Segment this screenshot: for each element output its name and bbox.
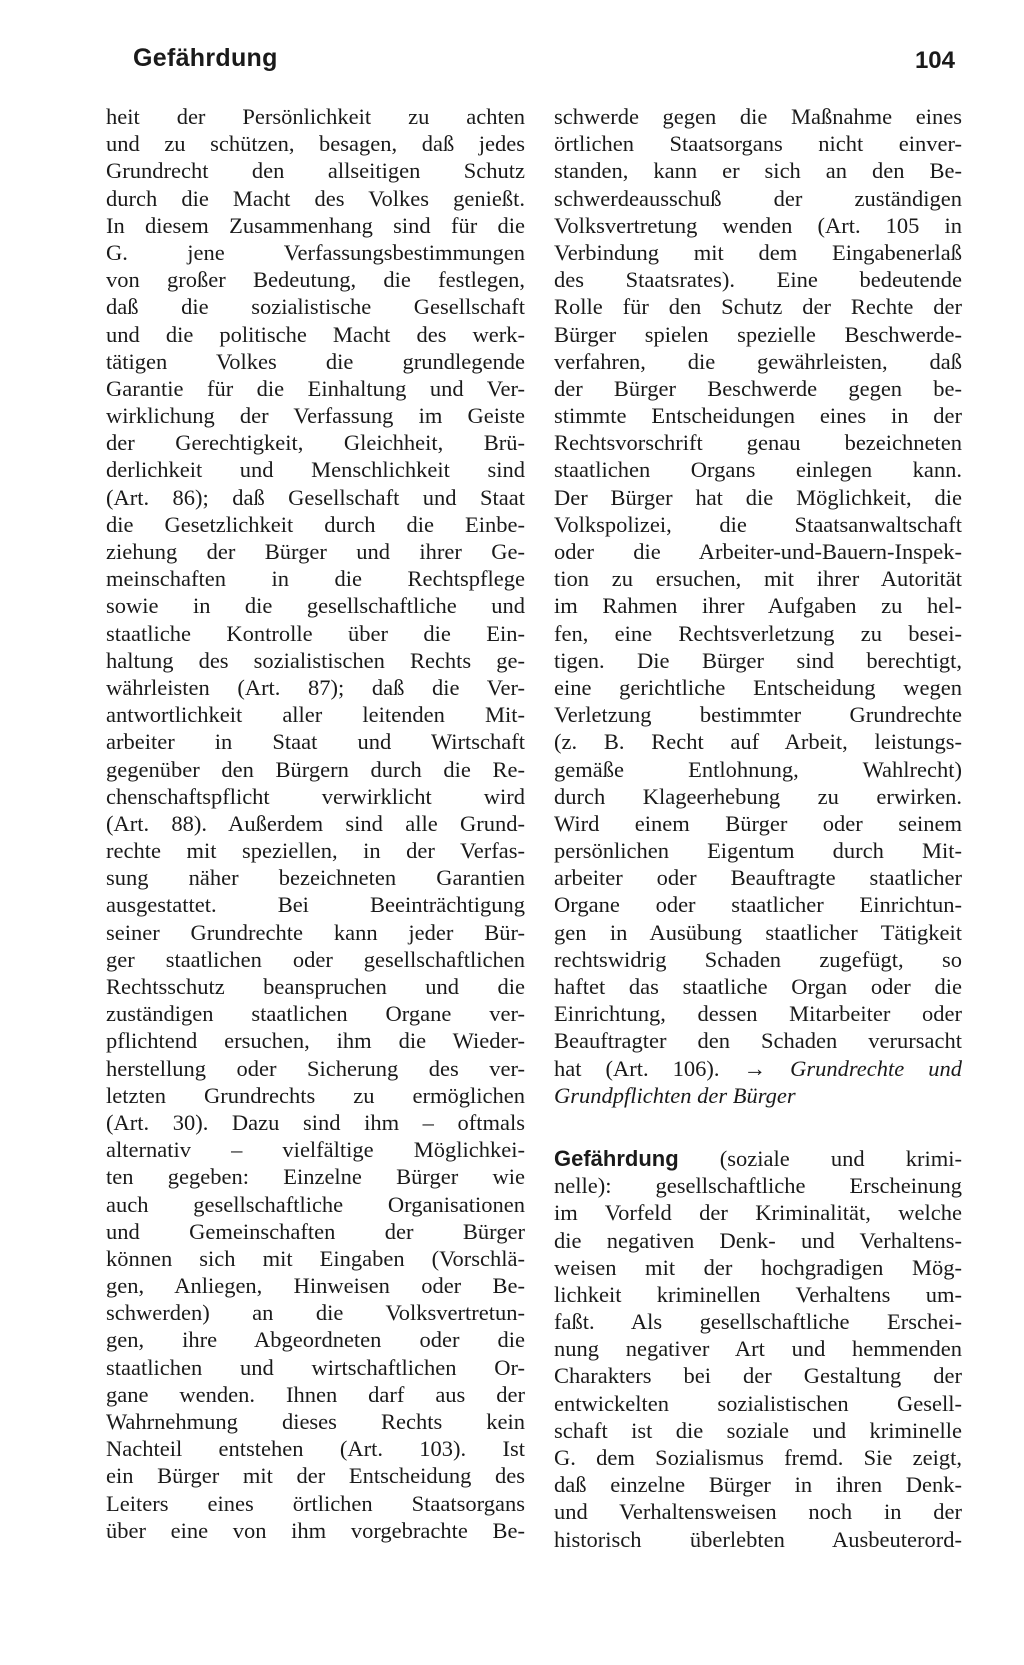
text-line: antwortlichkeit aller leitenden Mit- [106, 702, 525, 728]
text-line: der Gerechtigkeit, Gleichheit, Brü- [106, 430, 525, 456]
page-number: 104 [914, 47, 955, 74]
text-line: Verletzung bestimmter Grundrechte [554, 702, 962, 728]
text-line: Einrichtung, dessen Mitarbeiter oder [554, 1001, 962, 1027]
text-line: ziehung der Bürger und ihrer Ge- [106, 539, 525, 564]
text-line: des Staatsrates). Eine bedeutende [554, 267, 962, 293]
text-line: entwickelten sozialistischen Gesell- [554, 1390, 962, 1416]
text-line: G. dem Sozialismus fremd. Sie zeigt, [554, 1445, 962, 1470]
text-line: Nachteil entstehen (Art. 103). Ist [106, 1436, 525, 1462]
text-line: Rechtsschutz beanspruchen und die [106, 974, 525, 999]
text-line: alternativ – vielfältige Möglichkei- [106, 1137, 525, 1163]
text-line: historisch überlebten Ausbeuterord- [554, 1526, 962, 1552]
text-line: lichkeit kriminellen Verhaltens um- [554, 1281, 962, 1307]
text-line: tigen. Die Bürger sind berechtigt, [554, 647, 962, 673]
text-line: stimmte Entscheidungen eines in der [554, 403, 962, 429]
text-line: Beauftragter den Schaden verursacht [554, 1028, 962, 1054]
text-line: ten gegeben: Einzelne Bürger wie [106, 1164, 525, 1190]
entry-headword: Gefährdung [554, 1145, 679, 1171]
text-line: In diesem Zusammenhang sind für die [106, 212, 525, 238]
text-line: staatliche Kontrolle über die Ein- [106, 620, 525, 646]
text-line: ger staatlichen oder gesellschaftlichen [106, 946, 525, 972]
text-line: meinschaften in die Rechtspflege [106, 566, 525, 592]
text-line: herstellung oder Sicherung des ver- [106, 1055, 525, 1081]
text-line: und zu schützen, besagen, daß jedes [106, 131, 525, 157]
text-line: im Rahmen ihrer Aufgaben zu hel- [554, 593, 962, 619]
entry-separator [554, 1109, 962, 1145]
text-line: (Art. 88). Außerdem sind alle Grund- [106, 810, 525, 836]
continued-entry-text [554, 103, 962, 1055]
right-column [554, 103, 962, 1553]
text-line: staatlichen und wirtschaftlichen Or- [106, 1354, 525, 1380]
text-line: haftet das staatliche Organ oder die [554, 974, 962, 999]
text-line: sowie in die gesellschaftliche und [106, 593, 525, 619]
text-line: durch Klageerhebung zu erwirken. [554, 783, 962, 809]
text-line: rechte mit speziellen, in der Verfas- [106, 838, 525, 864]
text-line: schwerdeausschuß der zuständigen [554, 185, 962, 211]
text-line: Garantie für die Einhaltung und Ver- [106, 375, 525, 401]
text-line: Leiters eines örtlichen Staatsorgans [106, 1490, 525, 1516]
text-line: verfahren, die gewährleisten, daß [554, 348, 962, 374]
text-line: staatlichen Organs einlegen kann. [554, 457, 962, 483]
text-line: tion zu ersuchen, mit ihrer Autorität [554, 566, 962, 592]
text-line: seiner Grundrechte kann jeder Bür- [106, 919, 525, 945]
text-line: gane wenden. Ihnen darf aus der [106, 1381, 525, 1407]
text-line: ausgestattet. Bei Beeinträchtigung [106, 892, 525, 918]
text-line: von großer Bedeutung, die festlegen, [106, 267, 525, 293]
text-line: daß einzelne Bürger in ihren Denk- [554, 1472, 962, 1498]
left-column [106, 103, 525, 1544]
text-line: nung negativer Art und hemmenden [554, 1336, 962, 1362]
text-line: Grundrecht den allseitigen Schutz [106, 158, 525, 184]
cross-reference-link[interactable]: Grundrechte und [790, 1055, 963, 1081]
text-line: die Gesetzlichkeit durch die Einbe- [106, 511, 525, 537]
text-line: (z. B. Recht auf Arbeit, leistungs- [554, 729, 962, 755]
text-line: letzten Grundrechts zu ermöglichen [106, 1082, 525, 1108]
text-line: im Vorfeld der Kriminalität, welche [554, 1200, 962, 1226]
text-line: arbeiter in Staat und Wirtschaft [106, 729, 525, 755]
text-line: zuständigen staatlichen Organe ver- [106, 1001, 525, 1027]
text-line: ein Bürger mit der Entscheidung des [106, 1463, 525, 1489]
text-line: wirklichung der Verfassung im Geiste [106, 403, 525, 429]
text-line: persönlichen Eigentum durch Mit- [554, 838, 962, 864]
text-line: der Bürger Beschwerde gegen be- [554, 375, 962, 401]
text-line: auch gesellschaftliche Organisationen [106, 1191, 525, 1217]
text-line: durch die Macht des Volkes genießt. [106, 185, 525, 211]
text-line: tätigen Volkes die grundlegende [106, 348, 525, 374]
text-line: Verbindung mit dem Eingabenerlaß [554, 239, 962, 265]
text-line: und die politische Macht des werk- [106, 321, 525, 347]
text-line [554, 1082, 962, 1109]
text-line: gegenüber den Bürgern durch die Re- [106, 756, 525, 782]
entry-first-line: Gefährdung (soziale und krimi- [554, 1145, 962, 1171]
text-line: oder die Arbeiter-und-Bauern-Inspek- [554, 539, 962, 564]
text-line: Rechtsvorschrift genau bezeichneten [554, 430, 962, 456]
text-line: über eine von ihm vorgebrachte Be- [106, 1517, 525, 1543]
text-line: weisen mit der hochgradigen Mög- [554, 1254, 962, 1280]
text-line: und Gemeinschaften der Bürger [106, 1218, 525, 1244]
text-line: rechtswidrig Schaden zugefügt, so [554, 946, 962, 972]
text-line: schwerden) an die Volksvertretun- [106, 1300, 525, 1326]
text-line: währleisten (Art. 87); daß die Ver- [106, 674, 525, 700]
text-line: schwerde gegen die Maßnahme eines [554, 104, 962, 129]
text-line: pflichtend ersuchen, ihm die Wieder- [106, 1028, 525, 1054]
text-line: gen, ihre Abgeordneten oder die [106, 1327, 525, 1353]
text-line: hat (Art. 106). → Grundrechte und [554, 1055, 963, 1081]
text-line: G. jene Verfassungsbestimmungen [106, 239, 525, 265]
text-line: gemäße Entlohnung, Wahlrecht) [554, 756, 962, 782]
text-line: Der Bürger hat die Möglichkeit, die [554, 484, 962, 510]
text-line: Organe oder staatlicher Einrichtun- [554, 892, 962, 918]
cross-reference-link[interactable]: Grundpflichten der Bürger [554, 1082, 796, 1108]
entry-body [554, 1172, 962, 1553]
text-line: heit der Persönlichkeit zu achten [106, 104, 525, 129]
text-line: faßt. Als gesellschaftliche Erschei- [554, 1309, 962, 1335]
text-line: (Art. 30). Dazu sind ihm – oftmals [106, 1109, 525, 1135]
text-line: Charakters bei der Gestaltung der [554, 1363, 962, 1389]
text-line: Wird einem Bürger oder seinem [554, 810, 962, 836]
text-line: haltung des sozialistischen Rechts ge- [106, 647, 525, 673]
text-line: Bürger spielen spezielle Beschwerde- [554, 321, 962, 347]
cross-reference-arrow-icon: → [743, 1055, 767, 1081]
text-line: daß die sozialistische Gesellschaft [106, 294, 525, 320]
text-line: nelle): gesellschaftliche Erscheinung [554, 1173, 962, 1199]
text-line: chenschaftspflicht verwirklicht wird [106, 783, 525, 809]
text-line: örtlichen Staatsorgans nicht einver- [554, 131, 962, 157]
text-line: Rolle für den Schutz der Rechte der [554, 294, 962, 320]
text-line: Wahrnehmung dieses Rechts kein [106, 1409, 525, 1434]
text-line: sung näher bezeichneten Garantien [106, 865, 525, 891]
text-line: fen, eine Rechtsverletzung zu besei- [554, 620, 962, 646]
text-line: standen, kann er sich an den Be- [554, 158, 962, 184]
text-line: die negativen Denk- und Verhaltens- [554, 1227, 962, 1253]
text-line: gen, Anliegen, Hinweisen oder Be- [106, 1273, 525, 1299]
text-line: können sich mit Eingaben (Vorschlä- [106, 1245, 525, 1271]
text-line: Volkspolizei, die Staatsanwaltschaft [554, 511, 962, 537]
text-line: und Verhaltensweisen noch in der [554, 1499, 962, 1525]
text-line: (Art. 86); daß Gesellschaft und Staat [106, 484, 525, 510]
text-line: Volksvertretung wenden (Art. 105 in [554, 212, 962, 238]
text-line: derlichkeit und Menschlichkeit sind [106, 457, 525, 483]
text-line: eine gerichtliche Entscheidung wegen [554, 674, 962, 700]
text-line: schaft ist die soziale und kriminelle [554, 1417, 962, 1443]
running-header: Gefährdung [133, 44, 278, 72]
text-line: arbeiter oder Beauftragte staatlicher [554, 865, 962, 891]
text-line: gen in Ausübung staatlicher Tätigkeit [554, 919, 962, 945]
